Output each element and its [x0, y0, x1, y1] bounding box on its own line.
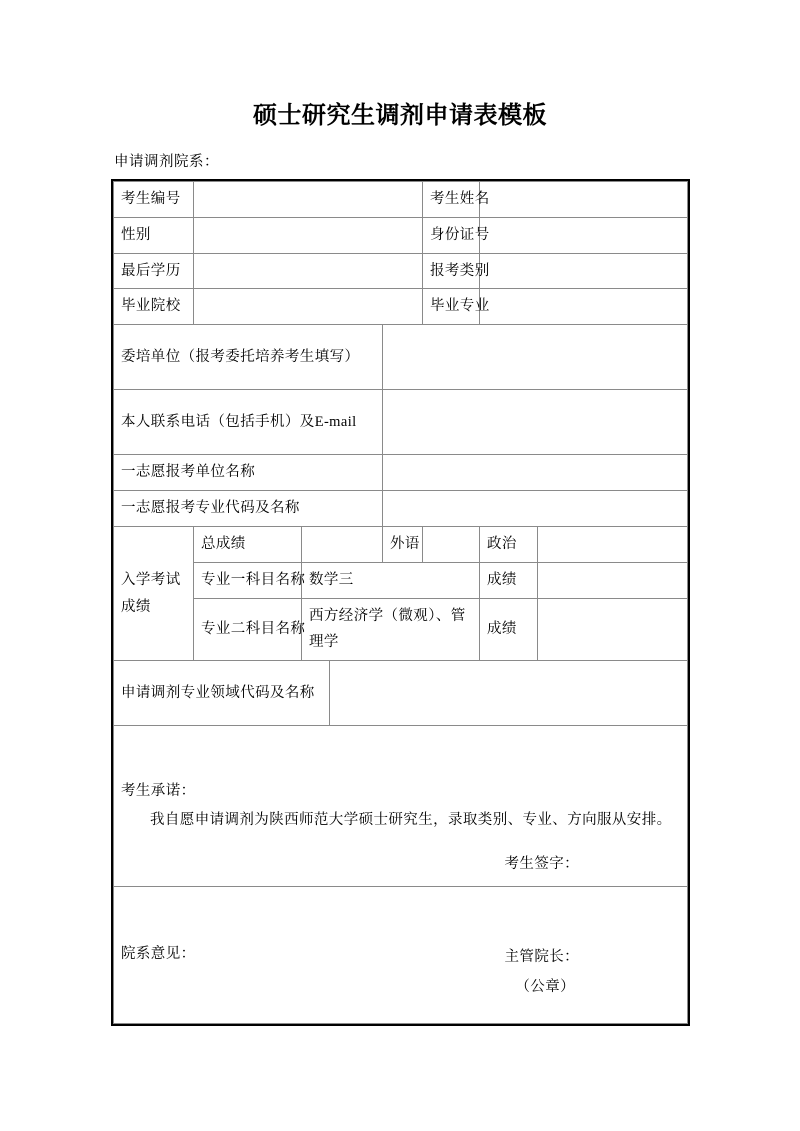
field-value-graduation-major[interactable] [480, 289, 688, 325]
candidate-promise-title: 考生承诺： [121, 783, 196, 800]
field-label-application-category: 报考类别 [423, 253, 480, 289]
candidate-signature-label[interactable]: 考生签字： [504, 856, 580, 873]
table-row [114, 661, 688, 726]
field-label-contact-phone-email: 本人联系电话（包括手机）及E-mail [114, 390, 383, 455]
candidate-promise-section [114, 726, 688, 887]
table-row [114, 390, 688, 455]
table-row [114, 289, 688, 325]
field-value-id-number[interactable] [480, 217, 688, 253]
field-label-candidate-name: 考生姓名 [423, 182, 480, 218]
field-label-transfer-major-code: 申请调剂专业领域代码及名称 [114, 661, 330, 726]
field-value-politics[interactable] [538, 526, 688, 562]
department-opinion-title: 院系意见： [121, 946, 196, 963]
field-label-graduation-major: 毕业专业 [423, 289, 480, 325]
field-value-contact-phone-email[interactable] [383, 390, 688, 455]
department-opinion-section [114, 887, 688, 1024]
field-label-subject-one-score: 成绩 [480, 562, 538, 598]
field-value-highest-education[interactable] [194, 253, 423, 289]
field-value-foreign-language[interactable] [423, 526, 480, 562]
field-label-candidate-number: 考生编号 [114, 182, 194, 218]
transfer-application-form-table [113, 181, 688, 1024]
field-value-subject-two-score[interactable] [538, 598, 688, 661]
dean-signature-label[interactable]: 主管院长： [504, 949, 580, 966]
table-row [114, 887, 688, 1024]
table-row [114, 598, 688, 661]
field-value-transfer-major-code[interactable] [330, 661, 688, 726]
field-value-total-score[interactable] [302, 526, 383, 562]
table-row [114, 491, 688, 527]
field-value-candidate-name[interactable] [480, 182, 688, 218]
field-label-first-choice-major: 一志愿报考专业代码及名称 [114, 491, 383, 527]
field-label-graduation-school: 毕业院校 [114, 289, 194, 325]
table-row [114, 726, 688, 887]
field-label-foreign-language: 外语 [383, 526, 423, 562]
field-value-sponsor-unit[interactable] [383, 325, 688, 390]
field-label-subject-two: 专业二科目名称 [194, 598, 302, 661]
table-row [114, 253, 688, 289]
field-label-gender: 性别 [114, 217, 194, 253]
table-row [114, 526, 688, 562]
field-value-candidate-number[interactable] [194, 182, 423, 218]
table-row [114, 217, 688, 253]
application-department-label: 申请调剂院系： [114, 154, 219, 170]
field-label-id-number: 身份证号 [423, 217, 480, 253]
field-label-subject-two-score: 成绩 [480, 598, 538, 661]
field-value-subject-two-name[interactable]: 西方经济学（微观）、管理学 [302, 598, 480, 661]
field-value-first-choice-institution[interactable] [383, 455, 688, 491]
field-label-subject-one: 专业一科目名称 [194, 562, 302, 598]
table-row [114, 325, 688, 390]
field-label-politics: 政治 [480, 526, 538, 562]
section-label-entrance-exam-scores: 入学考试成绩 [114, 526, 194, 660]
table-row [114, 182, 688, 218]
field-label-highest-education: 最后学历 [114, 253, 194, 289]
field-label-total-score: 总成绩 [194, 526, 302, 562]
field-value-first-choice-major[interactable] [383, 491, 688, 527]
field-value-gender[interactable] [194, 217, 423, 253]
field-value-application-category[interactable] [480, 253, 688, 289]
table-row [114, 562, 688, 598]
field-value-subject-one-name[interactable]: 数学三 [302, 562, 480, 598]
field-value-subject-one-score[interactable] [538, 562, 688, 598]
field-label-first-choice-institution: 一志愿报考单位名称 [114, 455, 383, 491]
field-value-graduation-school[interactable] [194, 289, 423, 325]
table-row [114, 455, 688, 491]
official-seal-label: （公章） [515, 979, 576, 996]
candidate-promise-body: 我自愿申请调剂为陕西师范大学硕士研究生，录取类别、专业、方向服从安排。 [150, 811, 672, 828]
field-label-sponsor-unit: 委培单位（报考委托培养考生填写） [114, 325, 383, 390]
page-title: 硕士研究生调剂申请表模板 [253, 103, 547, 129]
